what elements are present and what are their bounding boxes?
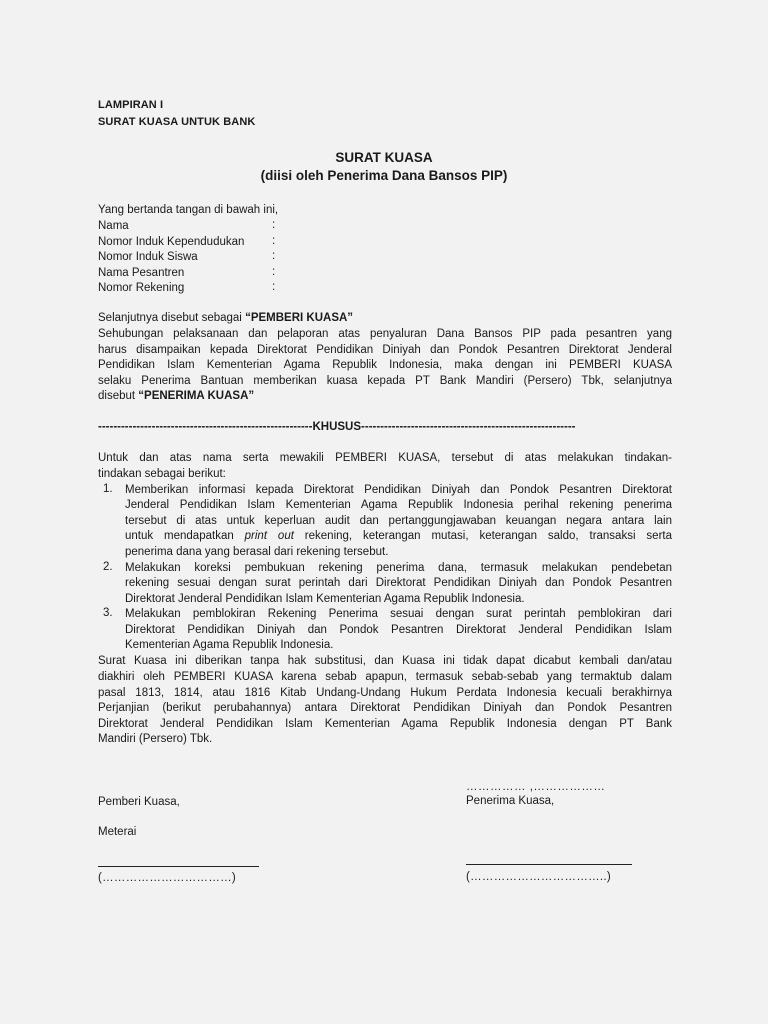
grantor-designation — [98, 311, 353, 327]
divider-dashes-left: -------------------------------------------------------- — [98, 421, 313, 433]
list-item-line: tersebut di atas untuk keperluan audit dan pertanggungjawaban keuangan negara antara lain — [125, 515, 672, 527]
list-item-line: Jenderal Pendidikan Islam Kementerian Agama Republik Indonesia perihal rekening penerima — [125, 499, 672, 511]
paragraph-line: harus disampaikan kepada Direktorat Pendidikan Diniyah dan Pondok Pesantren Direktorat Jenderal — [98, 344, 672, 356]
field-separator: : — [272, 235, 276, 247]
list-item-line: rekening sesuai dengan surat perintah dari Direktorat Pendidikan Diniyah dan Pondok Pesantren — [125, 577, 672, 589]
attachment-subtitle: SURAT KUASA UNTUK BANK — [98, 116, 256, 128]
field-separator: : — [272, 281, 276, 293]
grantee-signature-line — [466, 864, 632, 865]
list-item-line: penerima dana yang berasal dari rekening tersebut. — [125, 546, 389, 558]
grantor-designation-text: Selanjutnya disebut sebagai — [98, 312, 246, 324]
field-label-rekening: Nomor Rekening — [98, 282, 185, 294]
grantee-term: “PENERIMA KUASA” — [138, 390, 255, 402]
paragraph-line: Sehubungan pelaksanaan dan pelaporan atas penyaluran Dana Bansos PIP pada pesantren yang — [98, 328, 672, 340]
grantee-designation — [98, 389, 254, 405]
grantor-signature-line — [98, 866, 259, 867]
paragraph-line: diakhiri oleh PEMBERI KUASA karena sebab apapun, termasuk sebab-sebab yang termaktub dalam — [98, 671, 672, 683]
document-title: SURAT KUASA — [335, 150, 433, 165]
paragraph-line: Surat Kuasa ini diberikan tanpa hak substitusi, dan Kuasa ini tidak dapat dicabut kembali dan/atau — [98, 655, 672, 667]
list-item-text: untuk mendapatkan — [125, 530, 245, 542]
list-item-line: Memberikan informasi kepada Direktorat Pendidikan Diniyah dan Pondok Pesantren Direktorat — [125, 484, 672, 496]
list-item-line: Melakukan koreksi pembukuan rekening penerima dana, termasuk melakukan pendebetan — [125, 562, 672, 574]
paragraph-line: tindakan sebagai berikut: — [98, 468, 226, 480]
paragraph-line: Pendidikan Islam Kementerian Agama Republik Indonesia, maka dengan ini PEMBERI KUASA — [98, 359, 672, 371]
list-item-line: Melakukan pemblokiran Rekening Penerima sesuai dengan surat perintah pemblokiran dari — [125, 608, 672, 620]
list-item-line: Direktorat Jenderal Pendidikan Islam Kementerian Agama Republik Indonesia. — [125, 593, 525, 605]
document-subtitle: (diisi oleh Penerima Dana Bansos PIP) — [260, 168, 508, 183]
field-separator: : — [272, 266, 276, 278]
divider-dashes-right: -------------------------------------------------------- — [361, 421, 576, 433]
paragraph-line: Perjanjian (berikut perubahannya) antara Direktorat Pendidikan Diniyah dan Pondok Pesantren — [98, 702, 672, 714]
paragraph-line: selaku Penerima Bantuan memberikan kuasa kepada PT Bank Mandiri (Persero) Tbk, selanjutnya — [98, 375, 672, 387]
list-item-line: Direktorat Pendidikan Diniyah dan Pondok Pesantren Direktorat Jenderal Pendidikan Islam — [125, 624, 672, 636]
identity-intro: Yang bertanda tangan di bawah ini, — [98, 204, 279, 216]
grantee-name-field: (……………………………..) — [466, 871, 612, 883]
grantee-signature-label: Penerima Kuasa, — [466, 795, 555, 807]
attachment-label: LAMPIRAN I — [98, 99, 164, 111]
list-item-italic: print out — [244, 530, 294, 542]
paragraph-line: Direktorat Jenderal Pendidikan Islam Kementerian Agama Republik Indonesia dengan PT Bank — [98, 718, 672, 730]
special-divider — [98, 421, 604, 433]
field-separator: : — [272, 250, 276, 262]
grantor-name-field: (……………………………) — [98, 872, 237, 884]
list-item-line: Kementerian Agama Republik Indonesia. — [125, 639, 334, 651]
paragraph-line: Untuk dan atas nama serta mewakili PEMBERI KUASA, tersebut di atas melakukan tindakan- — [98, 452, 672, 464]
list-item-line — [125, 529, 672, 545]
list-number: 1. — [103, 483, 113, 495]
list-number: 2. — [103, 561, 113, 573]
paragraph-line: pasal 1813, 1814, atau 1816 Kitab Undang-Undang Hukum Perdata Indonesia kecuali berakhirnya — [98, 687, 672, 699]
field-label-nama: Nama — [98, 220, 129, 232]
field-label-nik: Nomor Induk Kependudukan — [98, 236, 245, 248]
field-label-nis: Nomor Induk Siswa — [98, 251, 198, 263]
list-number: 3. — [103, 607, 113, 619]
grantor-term: “PEMBERI KUASA” — [245, 312, 354, 324]
divider-label: KHUSUS — [312, 421, 362, 433]
grantor-signature-label: Pemberi Kuasa, — [98, 796, 180, 808]
field-separator: : — [272, 219, 276, 231]
grantee-designation-text: disebut — [98, 390, 139, 402]
stamp-duty-label: Meterai — [98, 826, 137, 838]
paragraph-line: Mandiri (Persero) Tbk. — [98, 733, 213, 745]
list-item-text: rekening, keterangan mutasi, keterangan saldo, transaksi serta — [293, 530, 672, 542]
place-date-field: …………… ,……………… — [466, 781, 606, 793]
field-label-pesantren: Nama Pesantren — [98, 267, 185, 279]
